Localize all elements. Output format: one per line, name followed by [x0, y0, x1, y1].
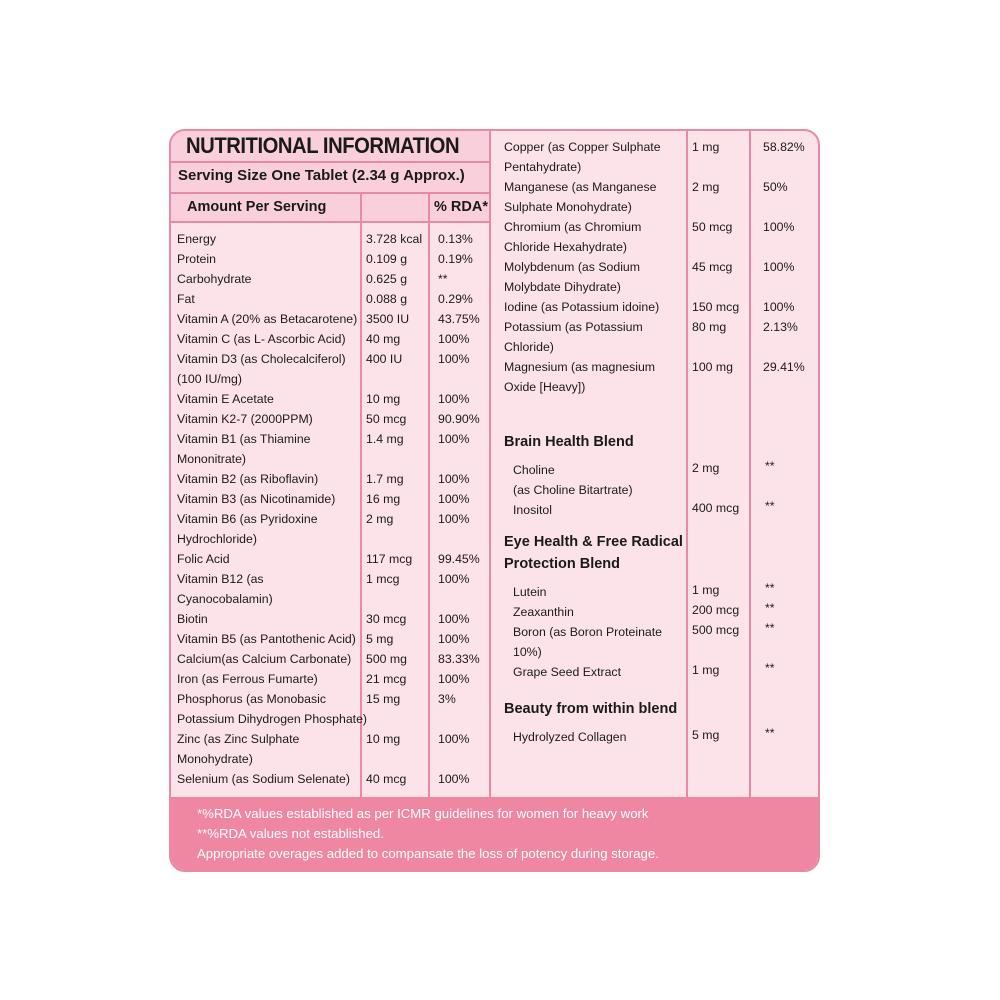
nutrient-amount: 5 mg: [366, 632, 394, 646]
divider-line: [489, 131, 491, 797]
nutrient-name: Vitamin B3 (as Nicotinamide): [177, 492, 336, 506]
blend-ingredient-amount: 1 mg: [692, 663, 720, 677]
nutrient-rda: 100%: [438, 732, 470, 746]
blend-ingredient-rda: **: [765, 726, 775, 740]
nutrient-name: Monohydrate): [177, 752, 253, 766]
footnote: **%RDA values not established.: [197, 826, 384, 841]
nutrient-rda: 100%: [438, 512, 470, 526]
nutrient-name: Vitamin K2-7 (2000PPM): [177, 412, 313, 426]
nutrient-amount: 3500 IU: [366, 312, 410, 326]
blend-heading: Brain Health Blend: [504, 434, 634, 450]
nutrient-amount: 100 mg: [692, 360, 734, 374]
nutrient-name: Calcium(as Calcium Carbonate): [177, 652, 352, 666]
blend-ingredient-name: Hydrolyzed Collagen: [513, 730, 627, 744]
blend-ingredient-amount: 2 mg: [692, 461, 720, 475]
divider-line: [171, 161, 489, 163]
divider-line: [428, 192, 430, 797]
nutrient-name: Cyanocobalamin): [177, 592, 273, 606]
blend-ingredient-rda: **: [765, 581, 775, 595]
nutrient-name: Carbohydrate: [177, 272, 252, 286]
blend-ingredient-name: Boron (as Boron Proteinate: [513, 625, 663, 639]
blend-ingredient-amount: 400 mcg: [692, 501, 740, 515]
divider-line: [171, 221, 489, 223]
nutrient-name: Vitamin A (20% as Betacarotene): [177, 312, 358, 326]
nutrient-rda: 0.29%: [438, 292, 473, 306]
nutrient-rda: 2.13%: [763, 320, 798, 334]
nutrient-rda: 100%: [438, 632, 470, 646]
nutrient-rda: 83.33%: [438, 652, 480, 666]
nutrient-name: Protein: [177, 252, 216, 266]
nutrient-amount: 0.088 g: [366, 292, 408, 306]
nutrient-name: Oxide [Heavy]): [504, 380, 586, 394]
blend-ingredient-rda: **: [765, 459, 775, 473]
nutrient-rda: 0.13%: [438, 232, 473, 246]
nutrient-name: Vitamin E Acetate: [177, 392, 274, 406]
nutrient-name: Iodine (as Potassium idoine): [504, 300, 660, 314]
divider-line: [686, 131, 688, 797]
divider-line: [749, 131, 751, 797]
nutrient-rda: 43.75%: [438, 312, 480, 326]
blend-ingredient-amount: 200 mcg: [692, 603, 740, 617]
nutrient-name: Iron (as Ferrous Fumarte): [177, 672, 318, 686]
blend-heading: Beauty from within blend: [504, 701, 678, 717]
footnote: *%RDA values established as per ICMR guidelines for women for heavy work: [197, 806, 649, 821]
nutrient-rda: 90.90%: [438, 412, 480, 426]
nutrient-amount: 10 mg: [366, 732, 401, 746]
blend-heading: Protection Blend: [504, 556, 621, 572]
blend-ingredient-name: Zeaxanthin: [513, 605, 574, 619]
footnote: Appropriate overages added to compansate the loss of potency during storage.: [197, 846, 659, 861]
nutrient-name: Zinc (as Zinc Sulphate: [177, 732, 300, 746]
nutrient-amount: 1 mcg: [366, 572, 400, 586]
blend-ingredient-rda: **: [765, 621, 775, 635]
nutrient-name: Potassium Dihydrogen Phosphate): [177, 712, 368, 726]
nutrient-name: (100 IU/mg): [177, 372, 242, 386]
nutrient-amount: 30 mcg: [366, 612, 407, 626]
nutrient-name: Chloride Hexahydrate): [504, 240, 628, 254]
blend-ingredient-name: Lutein: [513, 585, 547, 599]
nutrient-rda: 100%: [438, 492, 470, 506]
nutrient-rda: 0.19%: [438, 252, 473, 266]
divider-line: [360, 192, 362, 797]
nutrient-name: Mononitrate): [177, 452, 247, 466]
nutrient-name: Sulphate Monohydrate): [504, 200, 632, 214]
nutrient-rda: 100%: [438, 572, 470, 586]
blend-heading: Eye Health & Free Radical: [504, 534, 683, 550]
nutrient-rda: 100%: [438, 332, 470, 346]
blend-ingredient-rda: **: [765, 499, 775, 513]
nutrient-rda: 100%: [438, 612, 470, 626]
nutrition-panel: [169, 129, 820, 872]
nutrient-name: Vitamin D3 (as Cholecalciferol): [177, 352, 346, 366]
nutrient-amount: 15 mg: [366, 692, 401, 706]
serving-size: Serving Size One Tablet (2.34 g Approx.): [178, 167, 465, 184]
nutrient-amount: 150 mcg: [692, 300, 740, 314]
nutrient-amount: 80 mg: [692, 320, 727, 334]
nutrient-amount: 117 mcg: [366, 552, 413, 566]
nutrient-name: Vitamin B5 (as Pantothenic Acid): [177, 632, 356, 646]
nutrient-rda: 3%: [438, 692, 456, 706]
nutrient-name: Biotin: [177, 612, 208, 626]
nutrient-amount: 40 mcg: [366, 772, 407, 786]
nutrient-rda: 99.45%: [438, 552, 480, 566]
nutrient-name: Pentahydrate): [504, 160, 582, 174]
nutrient-rda: 100%: [438, 392, 470, 406]
blend-ingredient-rda: **: [765, 661, 775, 675]
nutrient-amount: 50 mcg: [692, 220, 733, 234]
nutrient-rda: **: [438, 272, 448, 286]
nutrient-rda: 100%: [763, 300, 795, 314]
nutrient-rda: 50%: [763, 180, 788, 194]
nutrient-rda: 100%: [763, 220, 795, 234]
blend-ingredient-name: 10%): [513, 645, 542, 659]
nutrient-amount: 10 mg: [366, 392, 401, 406]
panel-title: NUTRITIONAL INFORMATION: [186, 133, 460, 158]
amount-per-serving-heading: Amount Per Serving: [187, 199, 327, 215]
nutrient-name: Molybdate Dihydrate): [504, 280, 621, 294]
nutrient-amount: 45 mcg: [692, 260, 733, 274]
nutrient-amount: 0.625 g: [366, 272, 408, 286]
nutrient-rda: 100%: [438, 352, 470, 366]
nutrient-rda: 58.82%: [763, 140, 805, 154]
nutrient-name: Selenium (as Sodium Selenate): [177, 772, 350, 786]
nutrient-name: Vitamin B12 (as: [177, 572, 264, 586]
nutrient-name: Chromium (as Chromium: [504, 220, 642, 234]
rda-heading: % RDA*: [434, 199, 488, 215]
nutrient-amount: 1.4 mg: [366, 432, 404, 446]
nutrient-amount: 1.7 mg: [366, 472, 404, 486]
nutrient-amount: 2 mg: [692, 180, 720, 194]
nutrient-rda: 100%: [438, 432, 470, 446]
blend-ingredient-name: Inositol: [513, 503, 552, 517]
nutrient-name: Molybdenum (as Sodium: [504, 260, 641, 274]
blend-ingredient-amount: 500 mcg: [692, 623, 740, 637]
blend-ingredient-amount: 5 mg: [692, 728, 720, 742]
nutrient-rda: 100%: [438, 772, 470, 786]
nutrient-name: Phosphorus (as Monobasic: [177, 692, 327, 706]
nutrient-amount: 21 mcg: [366, 672, 407, 686]
nutrient-amount: 400 IU: [366, 352, 403, 366]
nutrient-rda: 100%: [438, 672, 470, 686]
nutrient-amount: 2 mg: [366, 512, 394, 526]
nutrient-amount: 3.728 kcal: [366, 232, 423, 246]
nutrient-name: Vitamin B1 (as Thiamine: [177, 432, 311, 446]
nutrient-name: Vitamin C (as L- Ascorbic Acid): [177, 332, 346, 346]
nutrient-name: Copper (as Copper Sulphate: [504, 140, 661, 154]
blend-ingredient-rda: **: [765, 601, 775, 615]
nutrient-rda: 100%: [438, 472, 470, 486]
nutrient-rda: 100%: [763, 260, 795, 274]
nutrient-amount: 1 mg: [692, 140, 720, 154]
nutrient-name: Vitamin B2 (as Riboflavin): [177, 472, 319, 486]
nutrient-amount: 40 mg: [366, 332, 401, 346]
nutrient-name: Folic Acid: [177, 552, 230, 566]
nutrient-name: Fat: [177, 292, 195, 306]
footnotes-band: [171, 797, 818, 872]
nutrient-name: Vitamin B6 (as Pyridoxine: [177, 512, 318, 526]
nutrient-amount: 50 mcg: [366, 412, 407, 426]
nutrient-amount: 500 mg: [366, 652, 408, 666]
blend-ingredient-name: Grape Seed Extract: [513, 665, 621, 679]
blend-ingredient-amount: 1 mg: [692, 583, 720, 597]
nutrient-name: Magnesium (as magnesium: [504, 360, 656, 374]
nutrient-amount: 0.109 g: [366, 252, 408, 266]
nutrient-name: Potassium (as Potassium: [504, 320, 643, 334]
nutrient-amount: 16 mg: [366, 492, 401, 506]
divider-line: [171, 192, 489, 194]
nutrient-name: Manganese (as Manganese: [504, 180, 657, 194]
nutrient-name: Energy: [177, 232, 216, 246]
nutrient-name: Chloride): [504, 340, 554, 354]
nutrient-name: Hydrochloride): [177, 532, 257, 546]
nutrient-rda: 29.41%: [763, 360, 805, 374]
blend-ingredient-name: Choline: [513, 463, 555, 477]
blend-ingredient-name: (as Choline Bitartrate): [513, 483, 633, 497]
